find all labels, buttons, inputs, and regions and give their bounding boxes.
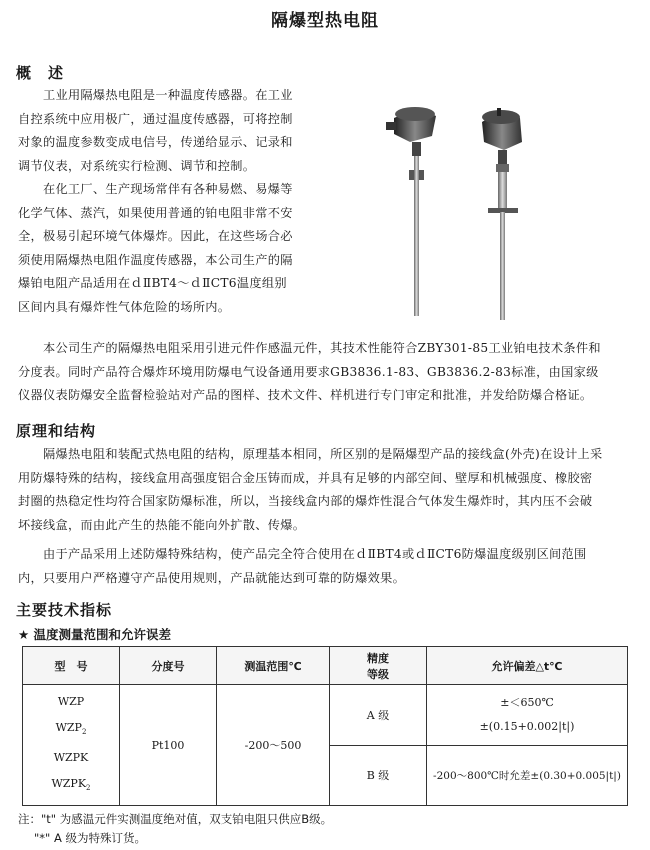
model-wzpk: WZPK: [53, 751, 89, 765]
specs-heading: 主要技术指标: [16, 601, 113, 619]
overview-heading: 概 述: [16, 64, 65, 82]
overview-paragraph-2: 在化工厂、生产现场常伴有各种易燃、易爆等 化学气体、蒸汽，如果使用普通的铂电阻非常不安 全，极易引起环境气体爆炸。因此，在这些场合必 须使用隔爆热电阻作温度传感器，本公司生产的隔 爆铂电阻产品适用在ｄⅡBT4～ｄⅡCT6温度组别 区间内具有爆炸性气体危险的场所内。: [18, 182, 293, 314]
note-2: "*" A 级为特殊订货。: [34, 831, 147, 845]
tolerance-a-cell: ±＜650℃ ±(0.15+0.002|t|): [427, 685, 628, 745]
principle-paragraph-1: 隔爆热电阻和装配式热电阻的结构，原理基本相同，所区别的是隔爆型产品的接线盒(外壳)在设计上采 用防爆特殊的结构，接线盒用高强度铝合金压铸而成，并具有足够的内部空间、壁厚和机械强度、橡胶密 封圈的热稳定性均符合国家防爆标准，所以，当接线盒内部的爆炸性混合气体发生爆炸时，其内压不会破 坏接线盒，而由此产生的热能不能向外扩散、传爆。: [18, 447, 603, 532]
header-tolerance: 允许偏差△t℃: [427, 647, 628, 685]
header-graduation: 分度号: [120, 647, 217, 685]
model-wzp: WZP: [57, 694, 85, 708]
overview-paragraph-3: 本公司生产的隔爆热电阻采用引进元件作感温元件，其技术性能符合ZBY301-85工业铂电技术条件和 分度表。同时产品符合爆炸环境用防爆电气设备通用要求GB3836.1-83、GB3836.2-83标准，由国家级 仪器仪表防爆安全监督检验站对产品的图样、技术文件、样机进行专门审定和批准，并发给防爆合格证。: [18, 341, 601, 402]
page-title: 隔爆型热电阻: [271, 11, 379, 31]
header-model: 型 号: [23, 647, 120, 685]
range-cell: -200～500: [217, 685, 330, 806]
tolerance-b-cell: -200～800℃时允差±(0.30+0.005|t|): [427, 745, 628, 805]
table-row: [23, 685, 628, 745]
grade-b-cell: B 级: [330, 745, 427, 805]
principle-heading: 原理和结构: [16, 422, 97, 440]
sensor-right: [482, 108, 522, 320]
product-photo: [380, 100, 540, 330]
header-accuracy: 精度 等级: [330, 647, 427, 685]
spec-table: [22, 646, 628, 806]
note-1: 注："t" 为感温元件实测温度绝对值，双支铂电阻只供应B级。: [18, 812, 333, 826]
sensor-left: [386, 107, 436, 316]
specs-subheading: ★ 温度测量范围和允许误差: [18, 627, 172, 642]
model-wzpk2: $WZPK_2$: [51, 777, 91, 793]
graduation-cell: Pt100: [120, 685, 217, 806]
model-cell: [23, 685, 120, 806]
grade-a-cell: A 级: [330, 685, 427, 745]
principle-paragraph-2: 由于产品采用上述防爆特殊结构，使产品完全符合使用在ｄⅡBT4或ｄⅡCT6防爆温度级别区间范围 内，只要用户严格遵守产品使用规则，产品就能达到可靠的防爆效果。: [18, 547, 587, 585]
overview-paragraph-1: 工业用隔爆热电阻是一种温度传感器。在工业 自控系统中应用极广，通过温度传感器，可将控制 对象的温度参数变成电信号，传递给显示、记录和 调节仪表，对系统实行检测、调节和控制。: [18, 88, 293, 173]
table-header-row: [23, 647, 628, 685]
header-range: 测温范围℃: [217, 647, 330, 685]
model-wzp2: $WZP_2$: [55, 720, 87, 737]
